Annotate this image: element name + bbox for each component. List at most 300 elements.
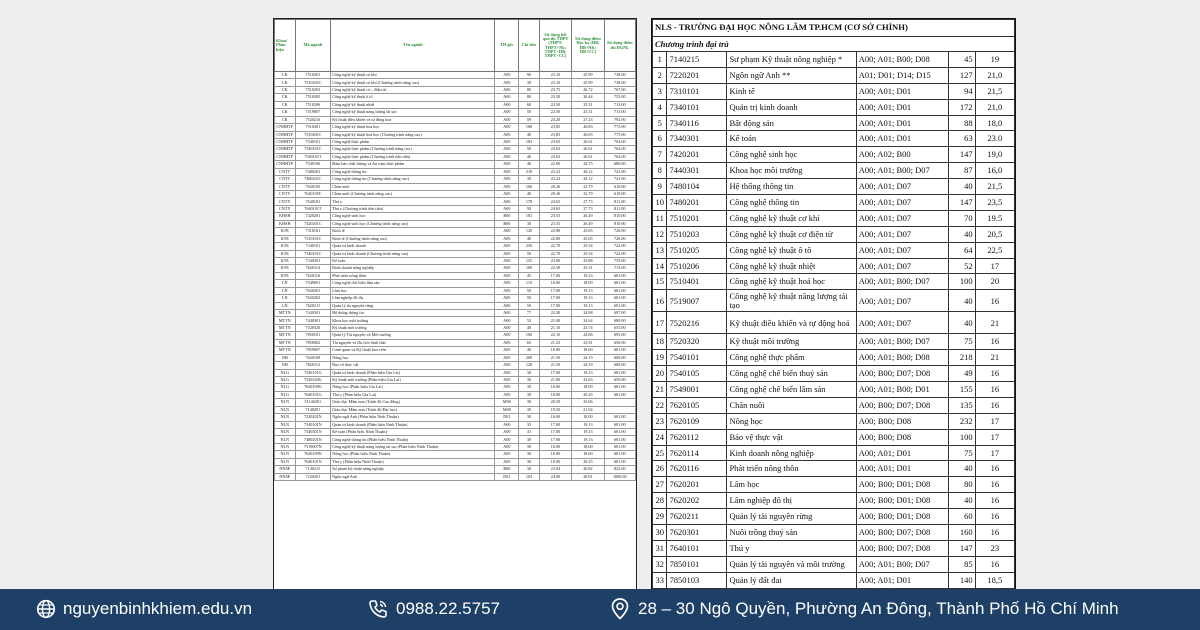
table-row <box>653 350 1015 366</box>
table-cell: 7540101 <box>295 138 331 145</box>
header-major-name: Tên ngành <box>331 20 495 72</box>
table-cell: 7420201C <box>295 220 331 227</box>
table-cell: A00; B00; D07; D08 <box>856 525 948 541</box>
table-cell: 7540105 <box>667 366 727 382</box>
table-cell: 7140201 <box>295 406 331 413</box>
table-cell: A00 <box>495 362 519 369</box>
table-cell: 23.10 <box>539 72 571 79</box>
table-cell: 17.00 <box>539 429 571 436</box>
table-cell: 25.88 <box>572 257 604 264</box>
table-cell: 655.00 <box>604 324 635 331</box>
table-cell: 16 <box>975 290 1014 312</box>
footer-phone-text: 0988.22.5757 <box>396 599 500 618</box>
table-cell: B00 <box>495 466 519 473</box>
table-cell: 40 <box>948 461 975 477</box>
table-cell: NLN <box>275 458 296 465</box>
table-cell: A00 <box>495 146 519 153</box>
table-cell: 25.31 <box>572 109 604 116</box>
table-cell: 21.50 <box>539 354 571 361</box>
table-cell: 28.01 <box>572 473 604 480</box>
table-cell: 21.25 <box>539 339 571 346</box>
table-cell: 45 <box>948 52 975 68</box>
table-cell: 21 <box>975 350 1014 366</box>
contact-footer-bar <box>0 589 1200 630</box>
table-cell: KTE <box>275 250 296 257</box>
table-cell: 70 <box>948 210 975 226</box>
table-cell: 30 <box>519 79 540 86</box>
table-row <box>653 67 1015 83</box>
table-row <box>275 213 636 220</box>
table-cell: 610.00 <box>604 191 635 198</box>
table-cell: 7420201 <box>667 147 727 163</box>
table-cell: 127 <box>948 67 975 83</box>
table-cell: 7510201 <box>295 72 331 79</box>
table-cell: 7340101 <box>667 99 727 115</box>
table-cell: 218 <box>948 350 975 366</box>
table-cell: A00 <box>495 332 519 339</box>
table-row <box>653 115 1015 131</box>
table-cell: A00 <box>495 124 519 131</box>
table-cell: 7620109 <box>667 413 727 429</box>
table-row <box>653 572 1015 588</box>
table-cell: A00; A01; D07 <box>856 210 948 226</box>
table-cell: Thú y (Phân hiệu Gia Lai) <box>331 391 495 398</box>
table-cell: 50 <box>519 295 540 302</box>
table-cell: 18.00 <box>572 451 604 458</box>
table-cell: 755.00 <box>604 94 635 101</box>
table-cell: Công nghệ kỹ thuật năng lượng tái tạo <box>727 290 856 312</box>
table-cell: 610.00 <box>604 183 635 190</box>
table-cell: A00 <box>495 429 519 436</box>
table-cell: 7520216 <box>667 312 727 334</box>
table-row <box>653 461 1015 477</box>
table-cell: 19.13 <box>572 369 604 376</box>
table-cell: Công nghệ kỹ thuật ô tô <box>331 94 495 101</box>
table-row <box>275 161 636 168</box>
table-cell: A00; B00; D01; D08 <box>856 477 948 493</box>
table-cell: 7520320 <box>667 334 727 350</box>
table-cell: 7310101 <box>667 83 727 99</box>
table-cell: MTTN <box>275 317 296 324</box>
table-row <box>275 414 636 421</box>
table-cell: Công nghệ kỹ thuật ô tô <box>727 242 856 258</box>
table-row <box>653 210 1015 226</box>
table-cell <box>604 406 635 413</box>
table-cell: 87 <box>948 163 975 179</box>
table-cell: A00 <box>495 228 519 235</box>
table-cell: A00; A01; D01 <box>856 99 948 115</box>
table-cell: Kinh doanh nông nghiệp <box>727 445 856 461</box>
table-cell: 210 <box>519 168 540 175</box>
table-row <box>275 339 636 346</box>
header-quota: Chỉ tiêu <box>519 20 540 72</box>
table-row <box>653 382 1015 398</box>
table-cell: 22,5 <box>975 242 1014 258</box>
table-cell: Công nghệ kỹ thuật năng lượng tái tạo <box>331 109 495 116</box>
table-row <box>653 477 1015 493</box>
table-cell: A00 <box>495 250 519 257</box>
table-cell: 26.61 <box>572 153 604 160</box>
table-cell: Kế toán <box>727 131 856 147</box>
table-cell: A00 <box>495 153 519 160</box>
table-cell: 24.00 <box>539 473 571 480</box>
table-cell: 27 <box>653 477 667 493</box>
table-cell: 22.50 <box>539 101 571 108</box>
table-row <box>653 312 1015 334</box>
table-cell: 7620112 <box>295 362 331 369</box>
table-cell: 23.84 <box>539 466 571 473</box>
table-cell: Công nghệ chế biến thuỷ sản <box>727 366 856 382</box>
table-cell: 40 <box>519 235 540 242</box>
table-cell: 7510206 <box>667 258 727 274</box>
right-table-title: NLS - TRƯỜNG ĐẠI HỌC NÔNG LÂM TP.HCM (CƠ SỞ CHÍNH) <box>653 20 1015 37</box>
table-cell: Kế toán <box>331 257 495 264</box>
table-cell: M00 <box>495 406 519 413</box>
footer-website[interactable] <box>36 598 252 620</box>
table-row <box>653 509 1015 525</box>
table-cell: 16.00 <box>539 451 571 458</box>
table-cell: 741.00 <box>604 176 635 183</box>
table-cell: A00; B00; D08 <box>856 429 948 445</box>
table-cell: CK <box>275 94 296 101</box>
table-cell: 17.00 <box>539 302 571 309</box>
table-cell: 601.00 <box>604 391 635 398</box>
table-cell: 12 <box>653 226 667 242</box>
table-cell: 24 <box>653 429 667 445</box>
table-cell: 24.65 <box>539 198 571 205</box>
table-cell: Ngôn ngữ Anh (Phân hiệu Ninh Thuận) <box>331 414 495 421</box>
phone-icon <box>367 598 389 620</box>
table-row <box>275 376 636 383</box>
table-cell: A00; A02; B00 <box>856 147 948 163</box>
table-cell: 22.70 <box>539 250 571 257</box>
table-cell: 25.31 <box>572 265 604 272</box>
table-cell: 147 <box>948 147 975 163</box>
table-cell: A00 <box>495 451 519 458</box>
table-cell: 18.00 <box>572 443 604 450</box>
table-cell: 16 <box>975 397 1014 413</box>
table-cell: Nông học (Phân hiệu Ninh Thuận) <box>331 451 495 458</box>
table-cell: 50 <box>519 250 540 257</box>
table-cell: 23.06 <box>572 399 604 406</box>
table-row <box>653 413 1015 429</box>
table-cell: 601.00 <box>604 436 635 443</box>
table-cell: 26.49 <box>572 213 604 220</box>
header-dgnl-score: Sử dụng điểm thi ĐGNL <box>604 20 635 72</box>
table-cell: CNTT <box>275 168 296 175</box>
table-cell: Quản trị kinh doanh <box>331 243 495 250</box>
table-cell: Sư phạm Kỹ thuật nông nghiệp * <box>727 52 856 68</box>
table-cell: 18 <box>653 334 667 350</box>
table-row <box>275 220 636 227</box>
table-cell: A00; A01; D07 <box>856 195 948 211</box>
table-cell: Công nghệ kỹ thuật cơ – điện tử <box>331 86 495 93</box>
table-cell: MTTN <box>275 324 296 331</box>
table-cell: Quản lý đất đai <box>727 572 856 588</box>
table-cell: CK <box>275 86 296 93</box>
table-row <box>653 366 1015 382</box>
table-cell: 25.65 <box>572 228 604 235</box>
table-cell: 7340101C <box>295 250 331 257</box>
table-cell: 13 <box>653 242 667 258</box>
right-admission-table <box>652 19 1015 590</box>
table-cell: 16 <box>975 493 1014 509</box>
table-cell: A00; B00; D07; D08 <box>856 366 948 382</box>
table-cell: 50 <box>519 146 540 153</box>
table-cell: Quản trị kinh doanh (Phân hiệu Ninh Thuận) <box>331 421 495 428</box>
table-cell: 19,0 <box>975 147 1014 163</box>
table-row <box>653 429 1015 445</box>
table-cell: 16.00 <box>539 414 571 421</box>
table-row <box>275 79 636 86</box>
table-cell: 25.54 <box>572 243 604 250</box>
table-cell: 50 <box>519 205 540 212</box>
table-row <box>653 397 1015 413</box>
table-cell: 7340101 <box>295 243 331 250</box>
table-cell: 21,0 <box>975 99 1014 115</box>
table-cell: 726.00 <box>604 235 635 242</box>
table-cell: 24.65 <box>539 205 571 212</box>
table-cell: 19 <box>975 52 1014 68</box>
table-cell: 16 <box>975 525 1014 541</box>
table-cell: Sư phạm kỹ thuật nông nghiệp <box>331 466 495 473</box>
table-cell: Thú y <box>727 540 856 556</box>
header-major-code: Mã ngành <box>295 20 331 72</box>
table-cell: 17.00 <box>539 369 571 376</box>
table-cell: KTE <box>275 257 296 264</box>
table-cell: 19 <box>653 350 667 366</box>
table-cell: 22.79 <box>572 191 604 198</box>
table-cell: A00 <box>495 94 519 101</box>
table-cell: Quản lý tài nguyên rừng <box>727 509 856 525</box>
table-row <box>653 242 1015 258</box>
table-cell: 30 <box>519 220 540 227</box>
table-cell: A00; A01; D01 <box>856 115 948 131</box>
table-cell: 738.00 <box>604 72 635 79</box>
table-cell: 7620109N <box>295 451 331 458</box>
table-cell: A00 <box>495 265 519 272</box>
table-cell: 23.55 <box>539 220 571 227</box>
table-cell: Công nghệ kỹ thuật nhiệt <box>331 101 495 108</box>
left-table-header-row <box>275 20 636 72</box>
table-cell: A00; A01; D07 <box>856 242 948 258</box>
table-cell: NLN <box>275 406 296 413</box>
table-cell: 30 <box>653 525 667 541</box>
table-cell: 7620202 <box>295 295 331 302</box>
table-cell: 764.00 <box>604 153 635 160</box>
table-cell: CNTY <box>275 191 296 198</box>
table-cell: Đảm bảo chất lượng và An toàn thực phẩm <box>331 161 495 168</box>
table-cell: 23.55 <box>539 213 571 220</box>
table-cell: 7510401C <box>295 131 331 138</box>
left-admission-table-image <box>273 18 637 590</box>
table-cell: A00; A01; D01 <box>856 445 948 461</box>
table-cell: Công nghệ kỹ thuật năng lượng tái tạo (Phân hiệu Ninh Thuận) <box>331 443 495 450</box>
table-cell: 7620109 <box>295 354 331 361</box>
table-cell: 17 <box>975 258 1014 274</box>
table-cell: 23 <box>975 540 1014 556</box>
table-cell: 28 <box>653 493 667 509</box>
table-cell: 20.50 <box>539 399 571 406</box>
table-cell: 40 <box>948 493 975 509</box>
table-row <box>653 163 1015 179</box>
table-cell: 120 <box>519 228 540 235</box>
table-cell: 26.44 <box>572 94 604 101</box>
table-cell: 65 <box>519 339 540 346</box>
table-cell: 19.13 <box>572 287 604 294</box>
table-cell: 7140215 <box>295 466 331 473</box>
table-cell: 21,0 <box>975 67 1014 83</box>
table-cell: M00 <box>495 399 519 406</box>
table-cell: NLG <box>275 376 296 383</box>
table-cell: Phát triển nông thôn <box>331 272 495 279</box>
table-cell: Công nghệ kỹ thuật cơ điện tử <box>727 226 856 242</box>
table-cell: 50 <box>519 109 540 116</box>
table-cell: 17 <box>975 413 1014 429</box>
table-cell: 24.20 <box>539 116 571 123</box>
table-cell: 7340301N <box>295 429 331 436</box>
table-row <box>275 205 636 212</box>
table-cell: 7520320G <box>295 376 331 383</box>
table-cell: 18.00 <box>539 458 571 465</box>
table-cell: 10 <box>653 195 667 211</box>
table-cell: A00 <box>495 369 519 376</box>
table-cell: 49 <box>948 366 975 382</box>
table-cell: 735.00 <box>604 257 635 264</box>
table-cell: 7850002 <box>295 339 331 346</box>
table-cell: 140 <box>948 572 975 588</box>
table-cell: 23.22 <box>539 168 571 175</box>
table-cell: A00; A01; D01 <box>856 572 948 588</box>
table-cell: A00 <box>495 79 519 86</box>
table-cell: 14 <box>653 258 667 274</box>
table-cell: 7510401 <box>295 124 331 131</box>
footer-phone[interactable] <box>367 598 500 620</box>
table-cell: 7620211 <box>295 302 331 309</box>
table-cell: 31 <box>653 540 667 556</box>
table-row <box>275 250 636 257</box>
table-cell: 26.12 <box>572 168 604 175</box>
table-cell: A00 <box>495 86 519 93</box>
table-cell: 5 <box>653 115 667 131</box>
table-cell: 26 <box>653 461 667 477</box>
table-cell: 7340101N <box>295 421 331 428</box>
table-cell: 7540101C <box>295 146 331 153</box>
table-cell: 680.00 <box>604 317 635 324</box>
table-cell: 23.74 <box>572 324 604 331</box>
table-cell: 17 <box>975 429 1014 445</box>
table-row <box>653 195 1015 211</box>
table-cell: 23.65 <box>539 138 571 145</box>
table-cell: Công nghệ kỹ thuật cơ khí <box>331 72 495 79</box>
table-cell: NLG <box>275 391 296 398</box>
table-cell: 50 <box>519 287 540 294</box>
table-cell: Cảnh quan và Kỹ thuật hoa viên <box>331 347 495 354</box>
table-row <box>653 334 1015 350</box>
table-cell: 40 <box>948 179 975 195</box>
table-cell: KHSH <box>275 220 296 227</box>
table-row <box>275 436 636 443</box>
table-row <box>653 493 1015 509</box>
table-cell: NLN <box>275 421 296 428</box>
table-cell: 16.00 <box>539 280 571 287</box>
table-row <box>275 354 636 361</box>
table-cell: CK <box>275 101 296 108</box>
table-cell: 18.00 <box>572 414 604 421</box>
table-cell: A00; A01; D07 <box>856 312 948 334</box>
table-cell: A00 <box>495 436 519 443</box>
table-cell: 7340301 <box>295 257 331 264</box>
table-cell: 697.00 <box>604 310 635 317</box>
table-cell: Công nghệ kỹ thuật hóa học <box>331 124 495 131</box>
table-cell: 80 <box>519 94 540 101</box>
table-cell: 16.00 <box>539 443 571 450</box>
table-cell: 21 <box>975 312 1014 334</box>
table-cell: A00 <box>495 205 519 212</box>
table-cell: LN <box>275 287 296 294</box>
table-row <box>275 332 636 339</box>
table-cell: 16 <box>975 461 1014 477</box>
table-cell: 75 <box>948 334 975 350</box>
table-row <box>653 226 1015 242</box>
table-cell: 23.75 <box>539 86 571 93</box>
table-cell: 601.00 <box>604 451 635 458</box>
table-row <box>275 168 636 175</box>
section-title-main: Chương trình đại trà <box>653 37 1015 52</box>
table-cell: 19.5 <box>975 210 1014 226</box>
table-cell: A00 <box>495 191 519 198</box>
table-cell: A00; A01; B00; D08 <box>856 350 948 366</box>
table-cell: 6 <box>653 131 667 147</box>
table-cell: 23.63 <box>572 376 604 383</box>
table-cell: 20,5 <box>975 226 1014 242</box>
table-cell: D01 <box>495 414 519 421</box>
table-cell: CNHHTP <box>276 131 294 137</box>
table-cell: 7220201N <box>295 414 331 421</box>
table-cell: Công nghệ thực phẩm <box>727 350 856 366</box>
table-cell: 103 <box>519 473 540 480</box>
table-cell: Công nghệ thực phẩm (Chương trình tiên tiến) <box>331 153 495 160</box>
table-cell: Thú y <box>331 198 495 205</box>
table-cell: KTE <box>275 272 296 279</box>
table-row <box>275 94 636 101</box>
table-cell: A00; A01; D01 <box>856 83 948 99</box>
table-cell: 7519007 <box>667 290 727 312</box>
table-cell: 20.25 <box>572 458 604 465</box>
table-cell: 7640101 <box>295 198 331 205</box>
table-cell: 24.19 <box>572 354 604 361</box>
table-cell: 1000.00 <box>604 473 635 480</box>
table-cell: 7480201C <box>295 176 331 183</box>
table-cell: 40 <box>519 153 540 160</box>
table-cell: Lâm học <box>727 477 856 493</box>
table-cell: 21,5 <box>975 83 1014 99</box>
table-cell: 17.00 <box>539 287 571 294</box>
table-cell: 7620201 <box>667 477 727 493</box>
table-row <box>275 310 636 317</box>
table-cell: NLN <box>275 451 296 458</box>
table-cell: CNHHTP <box>276 124 294 130</box>
table-cell: 722.00 <box>604 243 635 250</box>
table-cell: A00; A01; D01 <box>856 131 948 147</box>
table-row <box>653 556 1015 572</box>
table-cell: Công nghệ thông tin <box>331 168 495 175</box>
table-cell: 30 <box>519 391 540 398</box>
table-cell: Kinh tế <box>331 228 495 235</box>
table-cell: 18.00 <box>572 347 604 354</box>
table-cell: 17.00 <box>539 436 571 443</box>
table-cell: LN <box>275 302 296 309</box>
